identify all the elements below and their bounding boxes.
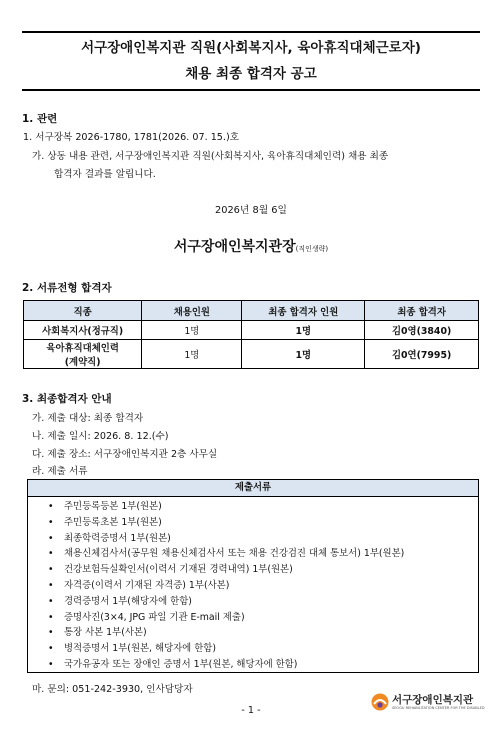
list-item: • 병적증명서 1부(원본, 해당자에 한함) bbox=[28, 641, 478, 657]
contact-info: 마. 문의: 051-242-3930, 인사담당자 bbox=[32, 684, 193, 695]
reference-item: 1. 서구장복 2026-1780, 1781(2026. 07. 15.)호 bbox=[23, 132, 239, 143]
notice-body-line1: 가. 상동 내용 관련, 서구장애인복지관 직원(사회복지사, 육아휴직대체인력) 채용 최종 bbox=[32, 151, 389, 162]
column-header: 최종 합격자 인원 bbox=[242, 301, 365, 321]
section1-heading: 1. 관련 bbox=[22, 113, 58, 125]
passed-count-cell: 1명 bbox=[242, 340, 365, 369]
guide-item: 가. 제출 대상: 최종 합격자 bbox=[32, 413, 144, 424]
table-row bbox=[24, 321, 479, 340]
column-header: 채용인원 bbox=[142, 301, 242, 321]
list-item: • 자격증(이력서 기재된 자격증) 1부(사본) bbox=[28, 578, 478, 594]
guide-item: 다. 제출 장소: 서구장애인복지관 2층 사무실 bbox=[32, 449, 218, 460]
hire-count-cell: 1명 bbox=[142, 340, 242, 369]
notice-title-line2: 채용 최종 합격자 공고 bbox=[185, 66, 317, 82]
section2-heading: 2. 서류전형 합격자 bbox=[22, 282, 112, 294]
issuer-name: 서구장애인복지관장 bbox=[173, 239, 296, 255]
guide-item: 나. 제출 일시: 2026. 8. 12.(수) bbox=[32, 431, 169, 442]
column-header: 최종 합격자 bbox=[365, 301, 479, 321]
list-item: • 주민등록초본 1부(원본) bbox=[28, 515, 478, 531]
list-item: • 건강보험득실확인서(이력서 기재된 경력내역) 1부(원본) bbox=[28, 562, 478, 578]
issuer bbox=[0, 236, 502, 256]
notice-date: 2026년 8월 6일 bbox=[214, 205, 288, 216]
logo-text: 서구장애인복지관 bbox=[392, 694, 474, 706]
guide-item: 라. 제출 서류 bbox=[32, 466, 88, 477]
notice-body-line2: 합격자 결과를 알립니다. bbox=[54, 169, 156, 180]
table-row bbox=[24, 340, 479, 369]
list-item: • 채용신체검사서(공무원 채용신체검사서 또는 채용 건강검진 대체 통보서) 1부(원본) bbox=[28, 546, 478, 562]
notice-title-box bbox=[22, 31, 480, 91]
required-documents-list bbox=[28, 497, 478, 673]
list-item: • 최종학력증명서 1부(원본) bbox=[28, 531, 478, 547]
required-documents-box bbox=[27, 479, 479, 673]
results-table bbox=[23, 300, 479, 369]
job-cell-line2: (계약직) bbox=[64, 357, 101, 368]
hire-count-cell: 1명 bbox=[142, 321, 242, 340]
list-item: • 통장 사본 1부(사본) bbox=[28, 625, 478, 641]
job-cell bbox=[24, 340, 142, 369]
column-header: 직종 bbox=[24, 301, 142, 321]
passer-name-cell: 김0영(3840) bbox=[365, 321, 479, 340]
seal-note: (직인생략) bbox=[295, 245, 329, 253]
required-documents-title: 제출서류 bbox=[28, 480, 478, 497]
list-item: • 경력증명서 1부(해당자에 한함) bbox=[28, 594, 478, 610]
passer-name-cell: 김0연(7995) bbox=[365, 340, 479, 369]
list-item: • 증명사진(3×4, JPG 파일 기관 E-mail 제출) bbox=[28, 610, 478, 626]
table-header-row bbox=[24, 301, 479, 321]
list-item: • 국가유공자 또는 장애인 증명서 1부(원본, 해당자에 한함) bbox=[28, 657, 478, 673]
list-item: • 주민등록등본 1부(원본) bbox=[28, 499, 478, 515]
job-cell-line1: 육아휴직대체인력 bbox=[46, 343, 119, 354]
page-number: - 1 - bbox=[241, 705, 261, 716]
job-cell: 사회복지사(정규직) bbox=[24, 321, 142, 340]
passed-count-cell: 1명 bbox=[242, 321, 365, 340]
section3-heading: 3. 최종합격자 안내 bbox=[22, 393, 112, 405]
notice-title-line1: 서구장애인복지관 직원(사회복지사, 육아휴직대체근로자) bbox=[81, 40, 421, 56]
logo-subtext: SEOGU REHABILITATION CENTER FOR THE DISABLED bbox=[392, 706, 485, 710]
